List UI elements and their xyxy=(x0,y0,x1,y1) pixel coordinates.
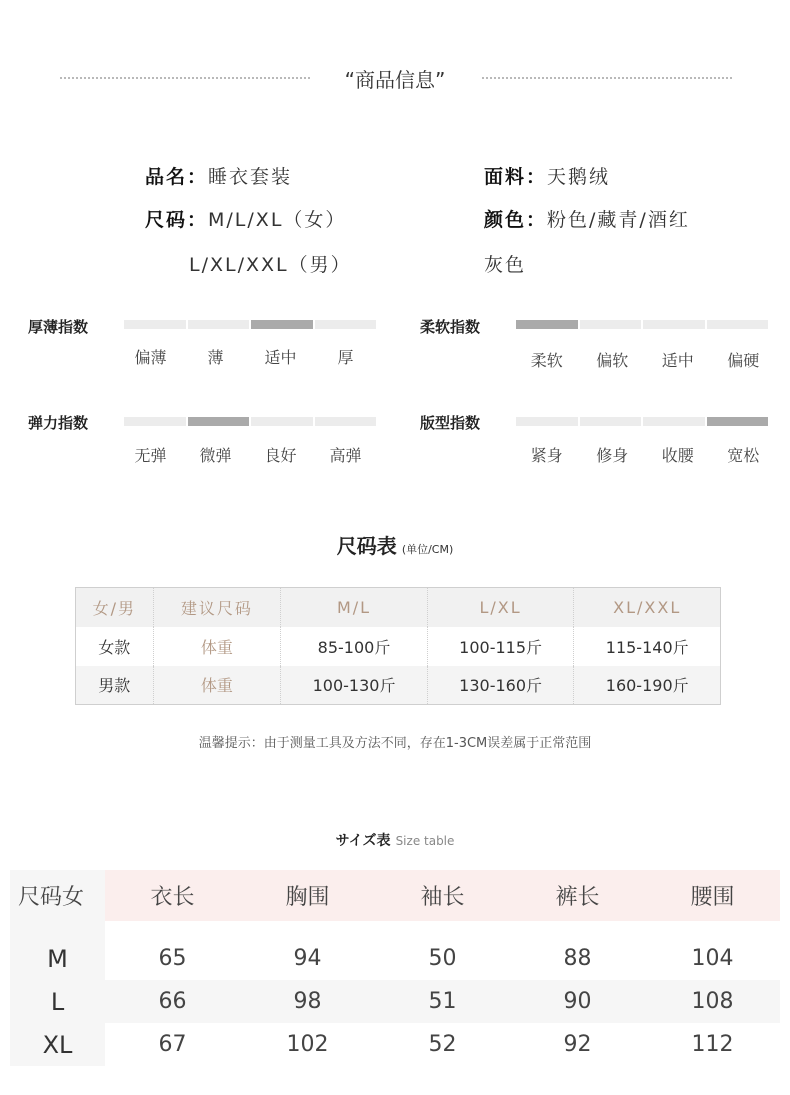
index-option: 柔软 xyxy=(530,351,563,370)
table-cell: 51 xyxy=(375,980,510,1023)
table-cell: M xyxy=(10,937,105,980)
bar-segment xyxy=(643,320,705,329)
size-table-2-title xyxy=(0,830,790,850)
table-cell: 88 xyxy=(563,946,592,971)
size-table-2 xyxy=(10,870,780,1066)
table-row xyxy=(76,666,721,705)
index-option: 厚 xyxy=(337,348,354,367)
dotted-divider-right xyxy=(482,77,732,79)
table-row xyxy=(10,937,780,980)
table-cell: 65 xyxy=(158,946,187,971)
table-header-row xyxy=(76,588,721,627)
index-option: 适中 xyxy=(264,348,297,367)
table-cell: 52 xyxy=(428,1032,457,1057)
section-title: “商品信息” xyxy=(344,68,446,92)
bar-segment xyxy=(124,320,186,329)
index-option: 无弹 xyxy=(134,446,167,465)
table-row xyxy=(10,980,780,1023)
index-option: 收腰 xyxy=(661,446,694,465)
size-table-title xyxy=(0,530,790,559)
index-option: 高弹 xyxy=(329,446,362,465)
table-cell: 92 xyxy=(563,1032,592,1057)
table-header-cell: 胸围 xyxy=(240,870,375,921)
name-value: 睡衣套装 xyxy=(208,166,293,188)
index-option: 偏硬 xyxy=(727,351,760,370)
index-option: 宽松 xyxy=(727,446,760,465)
product-size xyxy=(145,205,346,232)
table-cell: 体重 xyxy=(153,666,281,705)
index-bar-thickness xyxy=(124,320,376,329)
product-color xyxy=(484,205,690,232)
table-cell: 130-160斤 xyxy=(427,666,574,705)
index-bar-fit xyxy=(516,417,768,426)
size-label: 尺码： xyxy=(145,209,209,231)
name-label: 品名： xyxy=(145,166,209,188)
size-value-women: M/L/XL（女） xyxy=(208,209,347,231)
product-fabric xyxy=(484,162,610,189)
size-table-2-subtitle: Size table xyxy=(395,834,455,848)
bar-segment xyxy=(315,417,377,426)
product-color-2: 灰色 xyxy=(484,254,527,276)
index-option: 偏薄 xyxy=(134,348,167,367)
bar-segment xyxy=(124,417,186,426)
bar-segment xyxy=(580,320,642,329)
table-cell: 160-190斤 xyxy=(574,666,721,705)
table-cell: 112 xyxy=(691,1032,734,1057)
table-cell: 100-115斤 xyxy=(427,627,574,666)
table-cell: 98 xyxy=(240,980,375,1023)
fabric-value: 天鹅绒 xyxy=(547,166,611,188)
table-header-cell: 腰围 xyxy=(645,870,780,921)
table-header-cell: 尺码女 xyxy=(10,870,105,921)
index-option: 微弹 xyxy=(199,446,232,465)
table-cell: 108 xyxy=(645,980,780,1023)
table-cell: XL xyxy=(10,1023,105,1066)
table-header-cell: M/L xyxy=(281,588,428,627)
table-cell: 100-130斤 xyxy=(281,666,428,705)
table-header-cell: 建议尺码 xyxy=(153,588,281,627)
table-cell: 102 xyxy=(286,1032,329,1057)
table-cell: L xyxy=(10,980,105,1023)
bar-segment xyxy=(580,417,642,426)
index-option: 适中 xyxy=(661,351,694,370)
index-label-elasticity: 弹力指数 xyxy=(28,414,89,432)
product-size-men: L/XL/XXL（男） xyxy=(189,254,352,276)
index-options-elasticity xyxy=(118,443,378,466)
table-cell: 90 xyxy=(510,980,645,1023)
bar-segment xyxy=(707,417,769,426)
table-cell: 115-140斤 xyxy=(605,637,689,657)
table-cell: 体重 xyxy=(153,627,281,666)
index-label-thickness: 厚薄指数 xyxy=(28,318,89,336)
bar-segment xyxy=(251,320,313,329)
color-value-1: 粉色/藏青/酒红 xyxy=(547,209,690,231)
table-header-cell: 女/男 xyxy=(76,588,154,627)
size-table-title-main: 尺码表 xyxy=(336,534,397,558)
index-option: 偏软 xyxy=(596,351,629,370)
table-cell: 女款 xyxy=(76,627,154,666)
table-header-cell: XL/XXL xyxy=(574,588,721,627)
index-options-softness xyxy=(514,348,776,371)
product-name xyxy=(145,162,292,189)
table-header-cell: 袖长 xyxy=(375,870,510,921)
index-bar-elasticity xyxy=(124,417,376,426)
section-header xyxy=(0,62,790,94)
index-label-softness: 柔软指数 xyxy=(420,318,481,336)
table-header-cell: 衣长 xyxy=(105,870,240,921)
bar-segment xyxy=(516,417,578,426)
table-cell: 50 xyxy=(428,946,457,971)
table-cell: 85-100斤 xyxy=(281,627,428,666)
index-bar-softness xyxy=(516,320,768,329)
fabric-label: 面料： xyxy=(484,166,548,188)
size-table-2-title-main: サイズ表 xyxy=(335,833,391,849)
table-cell: 67 xyxy=(158,1032,187,1057)
index-label-fit: 版型指数 xyxy=(420,414,481,432)
index-option: 良好 xyxy=(264,446,297,465)
index-option: 紧身 xyxy=(530,446,563,465)
index-option: 修身 xyxy=(596,446,629,465)
table-cell: 男款 xyxy=(76,666,154,705)
table-cell: 66 xyxy=(105,980,240,1023)
size-table-unit: (单位/CM) xyxy=(401,543,454,556)
bar-segment xyxy=(643,417,705,426)
table-cell: 94 xyxy=(293,946,322,971)
index-options-thickness xyxy=(118,345,378,368)
table-row xyxy=(76,627,721,666)
index-options-fit xyxy=(514,443,776,466)
color-label: 颜色： xyxy=(484,209,548,231)
table-cell: 104 xyxy=(691,946,734,971)
bar-segment xyxy=(251,417,313,426)
bar-segment xyxy=(188,320,250,329)
table-header-cell: 裤长 xyxy=(510,870,645,921)
bar-segment xyxy=(315,320,377,329)
bar-segment xyxy=(516,320,578,329)
table-row xyxy=(10,1023,780,1066)
index-option: 薄 xyxy=(207,348,224,367)
table-header-row xyxy=(10,870,780,921)
bar-segment xyxy=(188,417,250,426)
table-header-cell: L/XL xyxy=(427,588,574,627)
table-spacer xyxy=(10,921,780,937)
size-tip: 温馨提示：由于测量工具及方法不同，存在1-3CM误差属于正常范围 xyxy=(198,736,592,751)
bar-segment xyxy=(707,320,769,329)
size-table xyxy=(75,587,721,705)
